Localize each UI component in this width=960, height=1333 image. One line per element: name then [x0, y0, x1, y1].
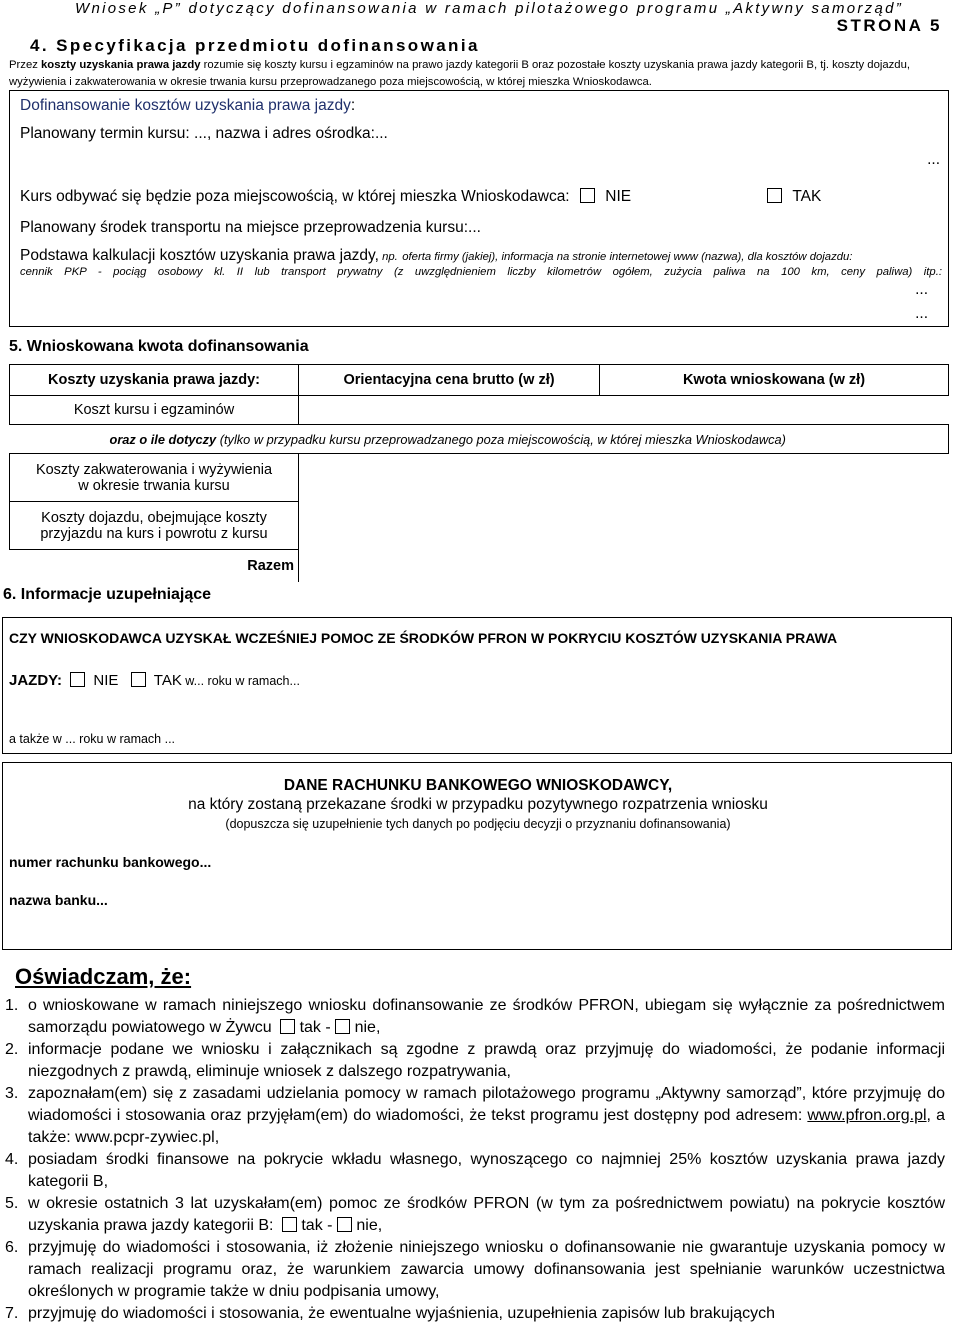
decl5-no-checkbox[interactable] — [337, 1217, 352, 1232]
outside-town-yes-checkbox[interactable] — [767, 188, 782, 203]
declarations-title: Oświadczam, że: — [15, 964, 192, 989]
row-travel-label: Koszty dojazdu, obejmujące koszty przyjazdu na kurs i powrotu z kursu — [10, 502, 299, 550]
bank-note: (dopuszcza się uzupełnienie tych danych po podjęciu decyzji o przyznaniu dofinansowania) — [225, 817, 731, 831]
table-note-row — [10, 425, 949, 454]
travel-amount-cell[interactable] — [600, 502, 949, 550]
intro-rest: rozumie się koszty kursu i egzaminów na prawo jazdy kategorii B oraz pozostałe koszty uzyskania prawa jazdy kategorii B, tj. koszty dojazdu, wyżywienia i zakwaterowania w okresie trwania kursu przeprowadzanego poza miejscowością, w której mieszka Wnioskodawca. — [9, 59, 911, 88]
outside-town-yes — [767, 188, 821, 206]
previous-aid-yes-checkbox[interactable] — [131, 672, 146, 687]
table-total-row — [10, 550, 949, 582]
total-amount-cell[interactable] — [600, 550, 949, 582]
previous-aid-yes-label: TAK — [153, 672, 182, 689]
bank-name-field[interactable]: nazwa banku... — [9, 892, 108, 908]
total-price-cell[interactable] — [299, 550, 600, 582]
row-total-label: Razem — [10, 550, 299, 582]
column-header: Orientacyjna cena brutto (w zł) — [299, 365, 600, 396]
list-item: 5. w okresie ostatnich 3 lat uzyskałam(em) pomoc ze środków PFRON (w tym za pośrednictwem powiatu) na pokrycie kosztów uzyskania prawa jazdy kategorii B: tak - nie, — [5, 1195, 945, 1234]
list-item: 6. przyjmuję do wiadomości i stosowania, iż złożenie niniejszego wniosku o dofinansowanie nie gwarantuje uzyskania pomocy w ramach realizacji programu oraz, że warunkiem zawarcia umowy dofinansowania jest spełnianie warunków uczestnictwa określonych w programie także w dniu podpisania umowy, — [5, 1239, 945, 1300]
previous-aid-no-checkbox[interactable] — [70, 672, 85, 687]
previous-aid-answer — [9, 672, 300, 689]
box-title-text: Dofinansowanie kosztów uzyskania prawa jazdy — [20, 97, 351, 114]
dots-line[interactable]: ... — [927, 151, 940, 168]
previous-aid-question: CZY WNIOSKODAWCA UZYSKAŁ WCZEŚNIEJ POMOC ZE ŚRODKÓW PFRON W POKRYCIU KOSZTÓW UZYSKANIA PRAWA — [9, 630, 838, 646]
outside-town-question — [20, 188, 631, 206]
basis-dots-1[interactable]: ... — [915, 281, 928, 298]
section-6-title: 6. Informacje uzupełniające — [3, 586, 212, 603]
list-item: 4. posiadam środki finansowe na pokrycie wkładu własnego, wynoszącego co najmniej 25% kosztów uzyskania prawa jazdy kategorii B, — [5, 1151, 945, 1190]
list-item: 3. zapoznałam(em) się z zasadami udzielania pomocy w ramach pilotażowego programu „Aktywny samorząd”, które przyjmuję do wiadomości i stosowania oraz przyjęłam(em) do wiadomości, że tekst programu jest dostępny pod adresem: www.pfron.org.pl, a także: www.pcpr-zywiec.pl, — [5, 1085, 945, 1146]
driving-license-box — [9, 90, 949, 327]
section-4-intro — [9, 57, 949, 91]
basis-np: np. — [378, 251, 398, 263]
jazdy-label: JAZDY: — [9, 672, 63, 689]
page-number: STRONA 5 — [836, 16, 942, 35]
transport-field[interactable]: Planowany środek transportu na miejsce przeprowadzenia kursu:... — [20, 219, 481, 236]
course-amount-cell[interactable] — [600, 396, 949, 425]
planned-date-field[interactable]: Planowany termin kursu: ..., nazwa i adres ośrodka:... — [20, 125, 388, 142]
previous-aid-box — [2, 617, 952, 754]
outside-town-no-checkbox[interactable] — [580, 188, 595, 203]
column-header: Koszty uzyskania prawa jazdy: — [10, 365, 299, 396]
basis-label: Podstawa kalkulacji kosztów uzyskania prawa jazdy, — [20, 247, 379, 264]
basis-example-1: oferta firmy (jakiej), informacja na stronie internetowej www (nazwa), dla kosztów dojazdu: — [402, 251, 853, 263]
previous-aid-no-label: NIE — [93, 672, 119, 689]
list-item: 7. przyjmuję do wiadomości i stosowania, że ewentualne wyjaśnienia, uzupełnienia zapisów lub brakujących — [5, 1305, 776, 1322]
outside-town-label: Kurs odbywać się będzie poza miejscowością, w której mieszka Wnioskodawca: — [20, 188, 570, 205]
document-header: Wniosek „P” dotyczący dofinansowania w ramach pilotażowego programu „Aktywny samorząd” — [75, 0, 904, 17]
decl1-no-checkbox[interactable] — [335, 1019, 350, 1034]
table-header-row — [10, 365, 949, 396]
outside-town-yes-label: TAK — [792, 188, 822, 205]
section-4-title: 4. Specyfikacja przedmiotu dofinansowania — [30, 36, 480, 55]
list-item: 1. o wnioskowane w ramach niniejszego wniosku dofinansowanie ze środków PFRON, ubiegam się wyłącznie za pośrednictwem samorządu powiatowego w Żywcu tak - nie, — [5, 997, 945, 1036]
row-course-label: Koszt kursu i egzaminów — [10, 396, 299, 425]
accommodation-amount-cell[interactable] — [600, 454, 949, 502]
travel-price-cell[interactable] — [299, 502, 600, 550]
row-note: oraz o ile dotyczy (tylko w przypadku kursu przeprowadzanego poza miejscowością, w której mieszka Wnioskodawca) — [10, 425, 949, 454]
intro-prefix: Przez — [9, 59, 42, 71]
column-header: Kwota wnioskowana (w zł) — [600, 365, 949, 396]
account-number-field[interactable]: numer rachunku bankowego... — [9, 854, 212, 870]
bank-subtitle: na który zostaną przekazane środki w przypadku pozytywnego rozpatrzenia wniosku — [188, 796, 768, 813]
basis-example-2: cennik PKP - pociąg osobowy kl. II lub transport prywatny (z uwzględnieniem liczby kilometrów ogółem, zużycia paliwa na 100 km, ceny paliwa) itp.: — [20, 266, 942, 278]
year-line-2[interactable]: a także w ... roku w ramach ... — [9, 732, 176, 746]
costs-table — [9, 364, 949, 582]
outside-town-no-label: NIE — [605, 188, 632, 205]
table-row — [10, 454, 949, 502]
table-row — [10, 502, 949, 550]
pfron-link[interactable]: www.pfron.org.pl — [807, 1107, 927, 1124]
decl5-yes-checkbox[interactable] — [282, 1217, 297, 1232]
accommodation-price-cell[interactable] — [299, 454, 600, 502]
table-row — [10, 396, 949, 425]
course-price-cell[interactable] — [299, 396, 600, 425]
box-title: Dofinansowanie kosztów uzyskania prawa jazdy: — [20, 97, 356, 114]
list-item: 2. informacje podane we wniosku i załącznikach są zgodne z prawdą oraz przyjmuję do wiadomości, że podanie informacji niezgodnych z prawdą, eliminuje wniosek z dalszego rozpatrywania, — [5, 1041, 945, 1080]
bank-details-box — [2, 762, 952, 950]
basis-dots-2[interactable]: ... — [915, 305, 928, 322]
decl1-yes-checkbox[interactable] — [280, 1019, 295, 1034]
section-5-title: 5. Wnioskowana kwota dofinansowania — [9, 338, 309, 355]
row-accommodation-label: Koszty zakwaterowania i wyżywienia w okresie trwania kursu — [10, 454, 299, 502]
declarations-list — [5, 995, 945, 1325]
bank-title: DANE RACHUNKU BANKOWEGO WNIOSKODAWCY, — [283, 777, 673, 794]
intro-bold: koszty uzyskania prawa jazdy — [41, 59, 201, 71]
year-line-1[interactable]: w... roku w ramach... — [181, 674, 300, 688]
basis-line — [20, 247, 852, 265]
